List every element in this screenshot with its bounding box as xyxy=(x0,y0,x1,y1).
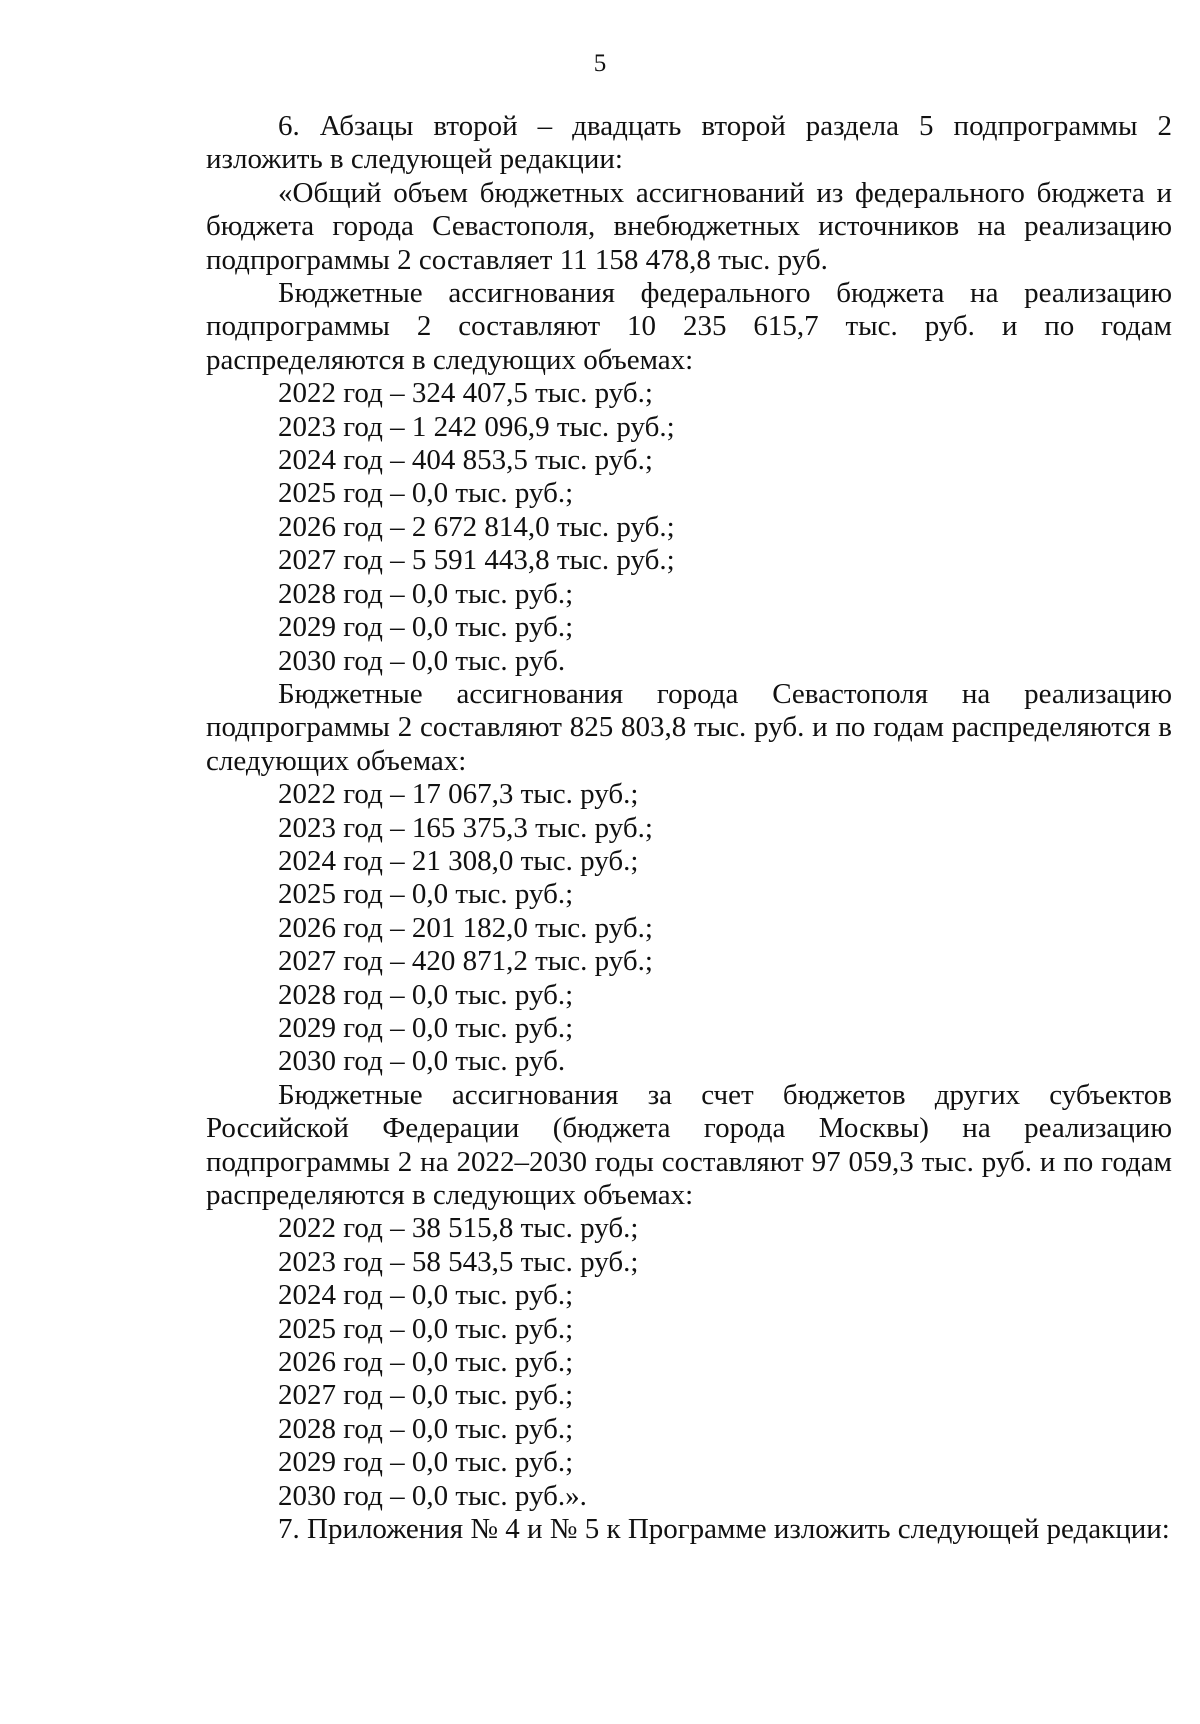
other-subjects-year-item: 2026 год – 0,0 тыс. руб.; xyxy=(278,1346,574,1379)
other-subjects-year-item: 2030 год – 0,0 тыс. руб.». xyxy=(278,1479,587,1512)
federal-years-list xyxy=(206,377,1172,678)
sevastopol-year-item: 2030 год – 0,0 тыс. руб. xyxy=(278,1045,566,1078)
sevastopol-budget-heading: Бюджетные ассигнования города Севастополя на реализацию подпрограммы 2 составляют 825 803,8 тыс. руб. и по годам распределяются в следующих объемах: xyxy=(206,677,1172,777)
federal-budget-heading: Бюджетные ассигнования федерального бюджета на реализацию подпрограммы 2 составляют 10 235 615,7 тыс. руб. и по годам распределяются в следующих объемах: xyxy=(206,277,1172,376)
sevastopol-year-item: 2022 год – 17 067,3 тыс. руб.; xyxy=(278,778,639,811)
federal-year-item: 2022 год – 324 407,5 тыс. руб.; xyxy=(278,377,653,410)
sevastopol-year-item: 2023 год – 165 375,3 тыс. руб.; xyxy=(278,811,653,844)
other-subjects-year-item: 2024 год – 0,0 тыс. руб.; xyxy=(278,1279,574,1312)
other-subjects-budget-heading: Бюджетные ассигнования за счет бюджетов других субъектов Российской Федерации (бюджета города Москвы) на реализацию подпрограммы 2 на 2022–2030 годы составляют 97 059,3 тыс. руб. и по годам распределяются в следующих объемах: xyxy=(206,1078,1172,1211)
other-subjects-year-item: 2027 год – 0,0 тыс. руб.; xyxy=(278,1379,574,1412)
other-subjects-years-list xyxy=(206,1212,1172,1513)
federal-year-item: 2023 год – 1 242 096,9 тыс. руб.; xyxy=(278,410,675,443)
sevastopol-year-item: 2025 год – 0,0 тыс. руб.; xyxy=(278,878,574,911)
sevastopol-year-item: 2028 год – 0,0 тыс. руб.; xyxy=(278,978,574,1011)
federal-year-item: 2028 год – 0,0 тыс. руб.; xyxy=(278,577,574,610)
sevastopol-year-item: 2026 год – 201 182,0 тыс. руб.; xyxy=(278,911,653,944)
page-number: 5 xyxy=(593,50,607,77)
sevastopol-year-item: 2029 год – 0,0 тыс. руб.; xyxy=(278,1011,574,1044)
federal-year-item: 2024 год – 404 853,5 тыс. руб.; xyxy=(278,444,653,477)
other-subjects-year-item: 2023 год – 58 543,5 тыс. руб.; xyxy=(278,1245,639,1278)
sevastopol-year-item: 2027 год – 420 871,2 тыс. руб.; xyxy=(278,945,653,978)
document-body xyxy=(206,110,1172,1546)
item7-annexes: 7. Приложения № 4 и № 5 к Программе изложить следующей редакции: xyxy=(278,1513,1170,1546)
federal-year-item: 2030 год – 0,0 тыс. руб. xyxy=(278,644,566,677)
federal-year-item: 2025 год – 0,0 тыс. руб.; xyxy=(278,477,574,510)
federal-year-item: 2026 год – 2 672 814,0 тыс. руб.; xyxy=(278,510,675,543)
item6-intro: 6. Абзацы второй – двадцать второй раздела 5 подпрограммы 2 изложить в следующей редакции: xyxy=(206,110,1172,176)
item6-total-allocation: «Общий объем бюджетных ассигнований из федерального бюджета и бюджета города Севастополя, внебюджетных источников на реализацию подпрограммы 2 составляет 11 158 478,8 тыс. руб. xyxy=(206,176,1172,276)
other-subjects-year-item: 2025 год – 0,0 тыс. руб.; xyxy=(278,1312,574,1345)
other-subjects-year-item: 2029 год – 0,0 тыс. руб.; xyxy=(278,1446,574,1479)
federal-year-item: 2029 год – 0,0 тыс. руб.; xyxy=(278,611,574,644)
federal-year-item: 2027 год – 5 591 443,8 тыс. руб.; xyxy=(278,544,675,577)
sevastopol-years-list xyxy=(206,778,1172,1079)
other-subjects-year-item: 2022 год – 38 515,8 тыс. руб.; xyxy=(278,1212,639,1245)
other-subjects-year-item: 2028 год – 0,0 тыс. руб.; xyxy=(278,1412,574,1445)
sevastopol-year-item: 2024 год – 21 308,0 тыс. руб.; xyxy=(278,844,639,877)
